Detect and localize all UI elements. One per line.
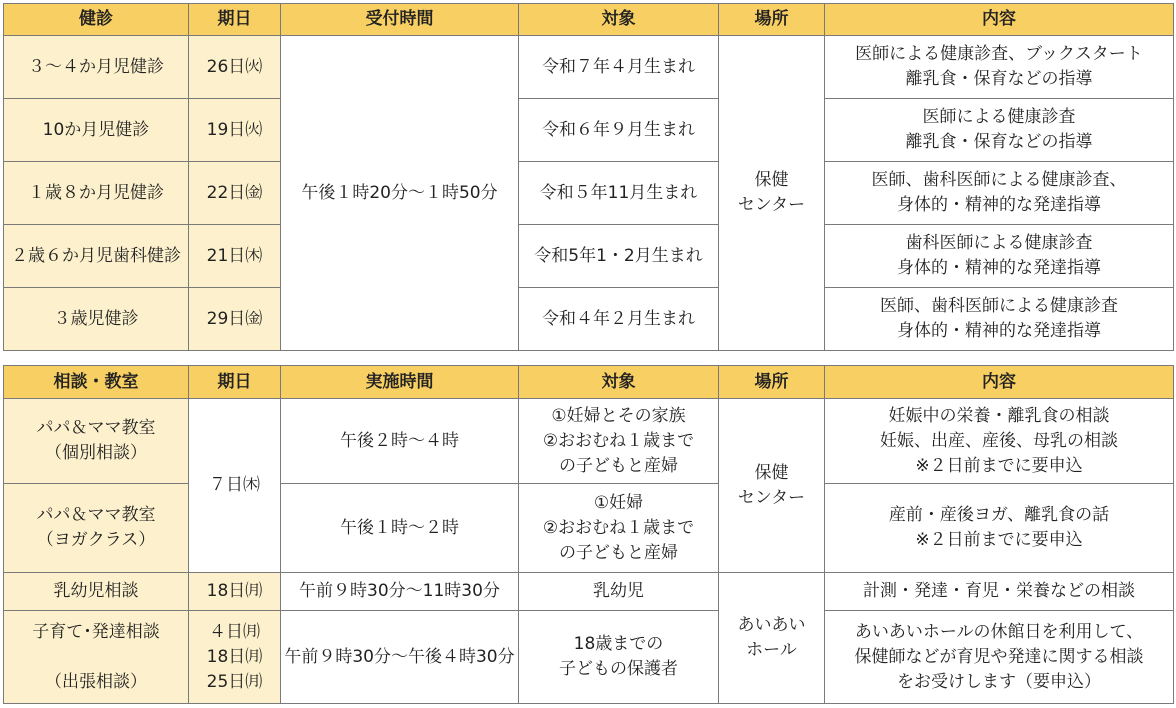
header-name: 健診 (4, 4, 189, 36)
consultation-place: 保健 センター (719, 399, 825, 573)
consultation-content: 妊娠中の栄養・離乳食の相談 妊娠、出産、産後、母乳の相談 ※２日前までに要申込 (825, 399, 1174, 484)
checkup-name: １歳８か月児健診 (4, 162, 189, 225)
consultation-target: ①妊婦 ②おおむね１歳まで の子どもと産婦 (519, 484, 719, 573)
checkup-content: 医師による健康診査 離乳食・保育などの指導 (825, 99, 1174, 162)
checkup-content: 医師、歯科医師による健康診査、 身体的・精神的な発達指導 (825, 162, 1174, 225)
checkup-date: 29日㈮ (189, 288, 281, 351)
consultation-table (3, 365, 1174, 704)
table-row (4, 484, 1174, 573)
checkup-name: ２歳６か月児歯科健診 (4, 225, 189, 288)
consultation-content: 計測・発達・育児・栄養などの相談 (825, 573, 1174, 611)
consultation-content: 産前・産後ヨガ、離乳食の話 ※２日前までに要申込 (825, 484, 1174, 573)
consultation-name: パパ＆ママ教室 （個別相談） (4, 399, 189, 484)
checkup-target: 令和４年２月生まれ (519, 288, 719, 351)
header-target: 対象 (519, 366, 719, 399)
consultation-name: 乳幼児相談 (4, 573, 189, 611)
consultation-target: 18歳までの 子どもの保護者 (519, 611, 719, 704)
table-row (4, 399, 1174, 484)
checkup-time: 午後１時20分～１時50分 (281, 36, 519, 351)
checkup-content: 医師、歯科医師による健康診査 身体的・精神的な発達指導 (825, 288, 1174, 351)
consultation-date: ４日㈪ 18日㈪ 25日㈪ (189, 611, 281, 704)
consultation-name: 子育て･発達相談 （出張相談） (4, 611, 189, 704)
header-date: 期日 (189, 4, 281, 36)
checkup-target: 令和７年４月生まれ (519, 36, 719, 99)
table-row (4, 99, 1174, 162)
checkup-date: 22日㈮ (189, 162, 281, 225)
checkup-name: 10か月児健診 (4, 99, 189, 162)
checkup-content: 医師による健康診査、ブックスタート 離乳食・保育などの指導 (825, 36, 1174, 99)
consultation-target: 乳幼児 (519, 573, 719, 611)
checkup-header-row (4, 4, 1174, 36)
checkup-date: 26日㈫ (189, 36, 281, 99)
checkup-date: 21日㈭ (189, 225, 281, 288)
consultation-time: 午後１時～２時 (281, 484, 519, 573)
consultation-time: 午前９時30分～11時30分 (281, 573, 519, 611)
consultation-target: ①妊婦とその家族 ②おおむね１歳まで の子どもと産婦 (519, 399, 719, 484)
header-date: 期日 (189, 366, 281, 399)
checkup-place: 保健 センター (719, 36, 825, 351)
consultation-content: あいあいホールの休館日を利用して、 保健師などが育児や発達に関する相談 をお受けします（要申込） (825, 611, 1174, 704)
checkup-date: 19日㈫ (189, 99, 281, 162)
consultation-header-row (4, 366, 1174, 399)
header-place: 場所 (719, 366, 825, 399)
consultation-place: あいあい ホール (719, 573, 825, 704)
header-content: 内容 (825, 4, 1174, 36)
header-target: 対象 (519, 4, 719, 36)
header-place: 場所 (719, 4, 825, 36)
header-content: 内容 (825, 366, 1174, 399)
header-time: 受付時間 (281, 4, 519, 36)
consultation-name: パパ＆ママ教室 （ヨガクラス） (4, 484, 189, 573)
table-row (4, 611, 1174, 704)
consultation-date: ７日㈭ (189, 399, 281, 573)
checkup-content: 歯科医師による健康診査 身体的・精神的な発達指導 (825, 225, 1174, 288)
consultation-time: 午後２時～４時 (281, 399, 519, 484)
header-time: 実施時間 (281, 366, 519, 399)
checkup-table (3, 3, 1174, 351)
table-row (4, 162, 1174, 225)
checkup-name: ３歳児健診 (4, 288, 189, 351)
header-name: 相談・教室 (4, 366, 189, 399)
checkup-target: 令和5年1・2月生まれ (519, 225, 719, 288)
consultation-date: 18日㈪ (189, 573, 281, 611)
table-row (4, 288, 1174, 351)
checkup-name: ３～４か月児健診 (4, 36, 189, 99)
table-row (4, 36, 1174, 99)
checkup-target: 令和５年11月生まれ (519, 162, 719, 225)
table-row (4, 225, 1174, 288)
checkup-target: 令和６年９月生まれ (519, 99, 719, 162)
consultation-time: 午前９時30分～午後４時30分 (281, 611, 519, 704)
table-row (4, 573, 1174, 611)
